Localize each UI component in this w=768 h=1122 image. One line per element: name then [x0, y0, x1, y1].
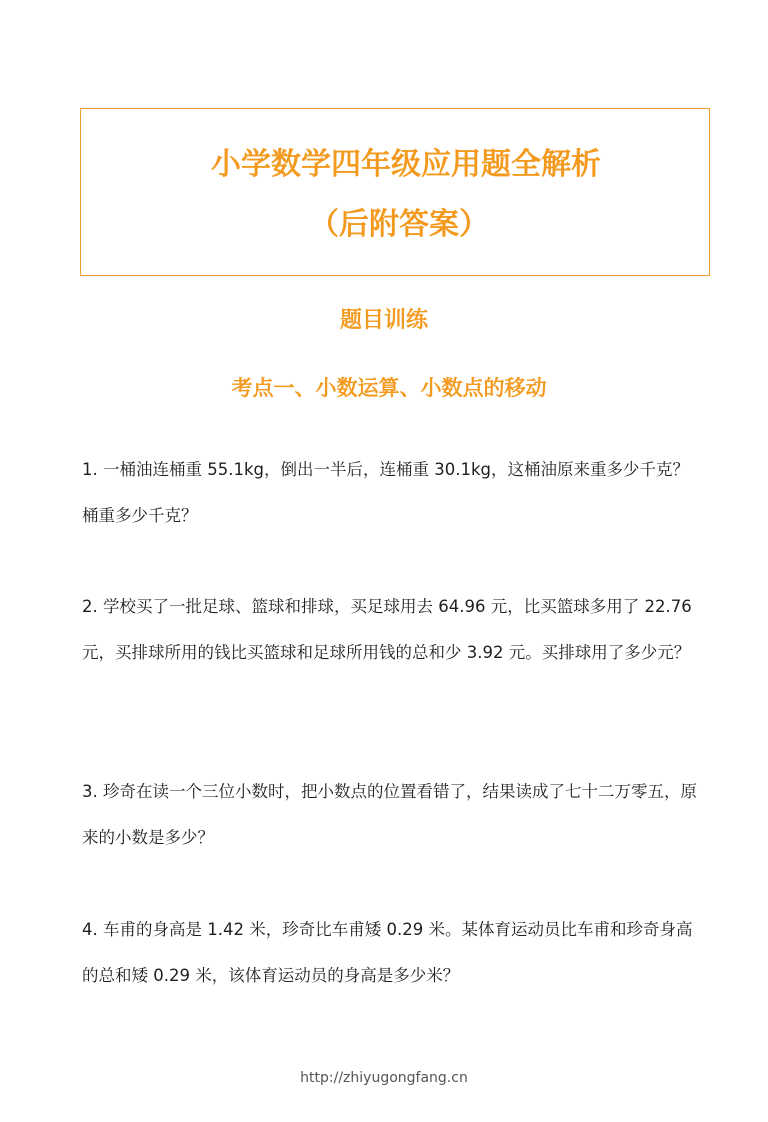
question-3: 3. 珍奇在读一个三位小数时，把小数点的位置看错了，结果读成了七十二万零五，原来的小数是多少？ — [82, 782, 697, 847]
footer-url[interactable]: http://zhiyugongfang.cn — [300, 1070, 468, 1086]
question-1: 1. 一桶油连桶重 55.1kg，倒出一半后，连桶重 30.1kg，这桶油原来重多少千克？桶重多少千克？ — [82, 460, 690, 525]
question-2: 2. 学校买了一批足球、篮球和排球，买足球用去 64.96 元，比买篮球多用了 22.76 元，买排球所用的钱比买篮球和足球所用钱的总和少 3.92 元。买排球用了多少元？ — [82, 597, 692, 662]
question-4: 4. 车甫的身高是 1.42 米，珍奇比车甫矮 0.29 米。某体育运动员比车甫和珍奇身高的总和矮 0.29 米，该体育运动员的身高是多少米？ — [82, 920, 693, 985]
topic-heading: 考点一、小数运算、小数点的移动 — [231, 376, 547, 400]
document-title: 小学数学四年级应用题全解析 — [211, 147, 601, 182]
title-box — [80, 108, 710, 276]
section-title: 题目训练 — [339, 308, 428, 333]
document-subtitle: （后附答案） — [309, 207, 489, 242]
